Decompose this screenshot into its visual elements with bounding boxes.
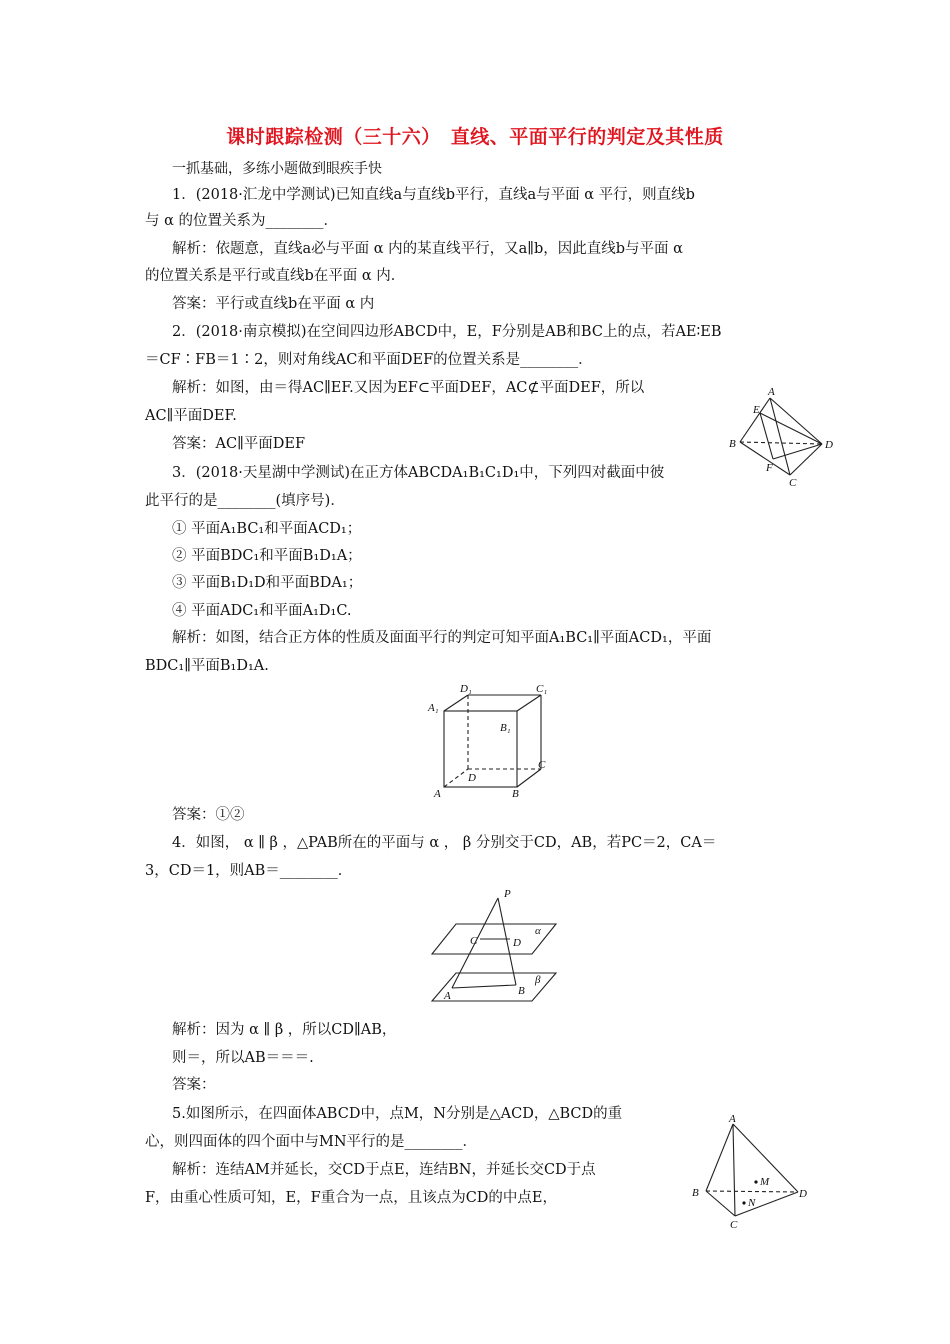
q5-fig-label-N: N <box>748 1197 756 1209</box>
q1-analysis-2: 的位置关系是平行或直线b在平面 α 内． <box>145 268 406 284</box>
q3-option-3: ③ 平面B₁D₁D和平面BDA₁； <box>172 575 363 591</box>
q1-line-1: 1．(2018·汇龙中学测试)已知直线a与直线b平行，直线a与平面 α 平行，则直线b <box>172 187 695 203</box>
q5-line-2: 心，则四面体的四个面中与MN平行的是________． <box>145 1134 478 1150</box>
q4-line-1: 4．如图， α ∥ β ，△PAB所在的平面与 α ， β 分别交于CD，AB，若PC＝2，CA＝ <box>172 835 717 851</box>
q4-fig-label-A: A <box>444 990 451 1002</box>
q3-line-2: 此平行的是________(填序号)． <box>145 493 345 509</box>
cube-figure-q3 <box>426 682 556 800</box>
q1-analysis-1: 解析：依题意，直线a必与平面 α 内的某直线平行，又a∥b，因此直线b与平面 α <box>172 241 683 257</box>
q2-fig-label-B: B <box>729 438 736 450</box>
q4-fig-label-P: P <box>504 888 511 900</box>
q3-fig-label-C: C <box>538 759 546 771</box>
q3-fig-label-C1: C₁ <box>536 683 548 695</box>
q3-analysis-1: 解析：如图，结合正方体的性质及面面平行的判定可知平面A₁BC₁∥平面ACD₁，平面 <box>172 630 712 646</box>
tetrahedron-figure-q5 <box>688 1112 812 1232</box>
q2-analysis-1: 解析：如图，由＝得AC∥EF.又因为EF⊂平面DEF，AC⊄平面DEF，所以 <box>172 380 645 396</box>
q4-analysis-1: 解析：因为 α ∥ β ，所以CD∥AB， <box>172 1022 397 1038</box>
q1-answer: 答案：平行或直线b在平面 α 内 <box>172 296 375 312</box>
q3-fig-label-A1: A₁ <box>428 702 439 714</box>
q2-line-2: ＝CF∶FB＝1∶2，则对角线AC和平面DEF的位置关系是________． <box>145 352 593 368</box>
q3-fig-label-D1: D₁ <box>460 683 472 695</box>
q5-fig-label-C: C <box>730 1219 738 1231</box>
q5-fig-label-D: D <box>799 1188 807 1200</box>
q3-fig-label-B: B <box>512 788 519 800</box>
page-title: 课时跟踪检测（三十六） 直线、平面平行的判定及其性质 <box>226 126 724 148</box>
q2-fig-label-F: F <box>766 462 773 474</box>
q3-analysis-2: BDC₁∥平面B₁D₁A. <box>145 658 269 674</box>
q3-option-1: ① 平面A₁BC₁和平面ACD₁； <box>172 521 362 537</box>
q3-fig-label-A: A <box>434 788 441 800</box>
q2-fig-label-D: D <box>825 439 833 451</box>
q3-fig-label-D: D <box>468 772 476 784</box>
q4-fig-label-D: D <box>513 937 521 949</box>
q2-answer: 答案：AC∥平面DEF <box>172 436 306 452</box>
q1-line-2: 与 α 的位置关系为________． <box>145 213 339 229</box>
q5-analysis-1: 解析：连结AM并延长，交CD于点E，连结BN，并延长交CD于点 <box>172 1162 596 1178</box>
q5-fig-label-A: A <box>729 1113 736 1125</box>
q2-line-1: 2．(2018·南京模拟)在空间四边形ABCD中，E，F分别是AB和BC上的点，若AE∶EB <box>172 324 722 340</box>
q4-fig-label-C: C <box>470 935 478 947</box>
q3-answer: 答案：①② <box>172 807 245 823</box>
q4-fig-label-alpha: α <box>535 925 541 937</box>
q3-option-2: ② 平面BDC₁和平面B₁D₁A； <box>172 548 362 564</box>
q2-analysis-2: AC∥平面DEF. <box>145 408 237 424</box>
subtitle: 一抓基础，多练小题做到眼疾手快 <box>172 161 382 177</box>
q3-line-1: 3．(2018·天星湖中学测试)在正方体ABCDA₁B₁C₁D₁中，下列四对截面中彼 <box>172 465 665 481</box>
q5-fig-label-M: M <box>760 1176 770 1188</box>
q4-line-2: 3，CD＝1，则AB＝________． <box>145 863 353 879</box>
q2-fig-label-C: C <box>789 477 797 489</box>
q4-answer: 答案： <box>172 1077 216 1093</box>
point-M <box>754 1180 757 1183</box>
q4-analysis-2: 则＝，所以AB＝＝＝. <box>172 1050 314 1066</box>
q4-fig-label-beta: β <box>535 974 541 986</box>
q5-analysis-2: F，由重心性质可知，E，F重合为一点，且该点为CD的中点E， <box>145 1190 558 1206</box>
q3-fig-label-B1: B₁ <box>500 722 511 734</box>
q4-fig-label-B: B <box>518 985 525 997</box>
tetrahedron-figure-q2 <box>726 384 844 490</box>
q3-option-4: ④ 平面ADC₁和平面A₁D₁C. <box>172 603 352 619</box>
planes-figure-q4 <box>428 884 558 1014</box>
point-N <box>742 1201 745 1204</box>
q2-fig-label-A: A <box>768 386 775 398</box>
q5-fig-label-B: B <box>692 1187 699 1199</box>
q5-line-1: 5.如图所示，在四面体ABCD中，点M，N分别是△ACD，△BCD的重 <box>172 1106 623 1122</box>
q2-fig-label-E: E <box>753 404 760 416</box>
